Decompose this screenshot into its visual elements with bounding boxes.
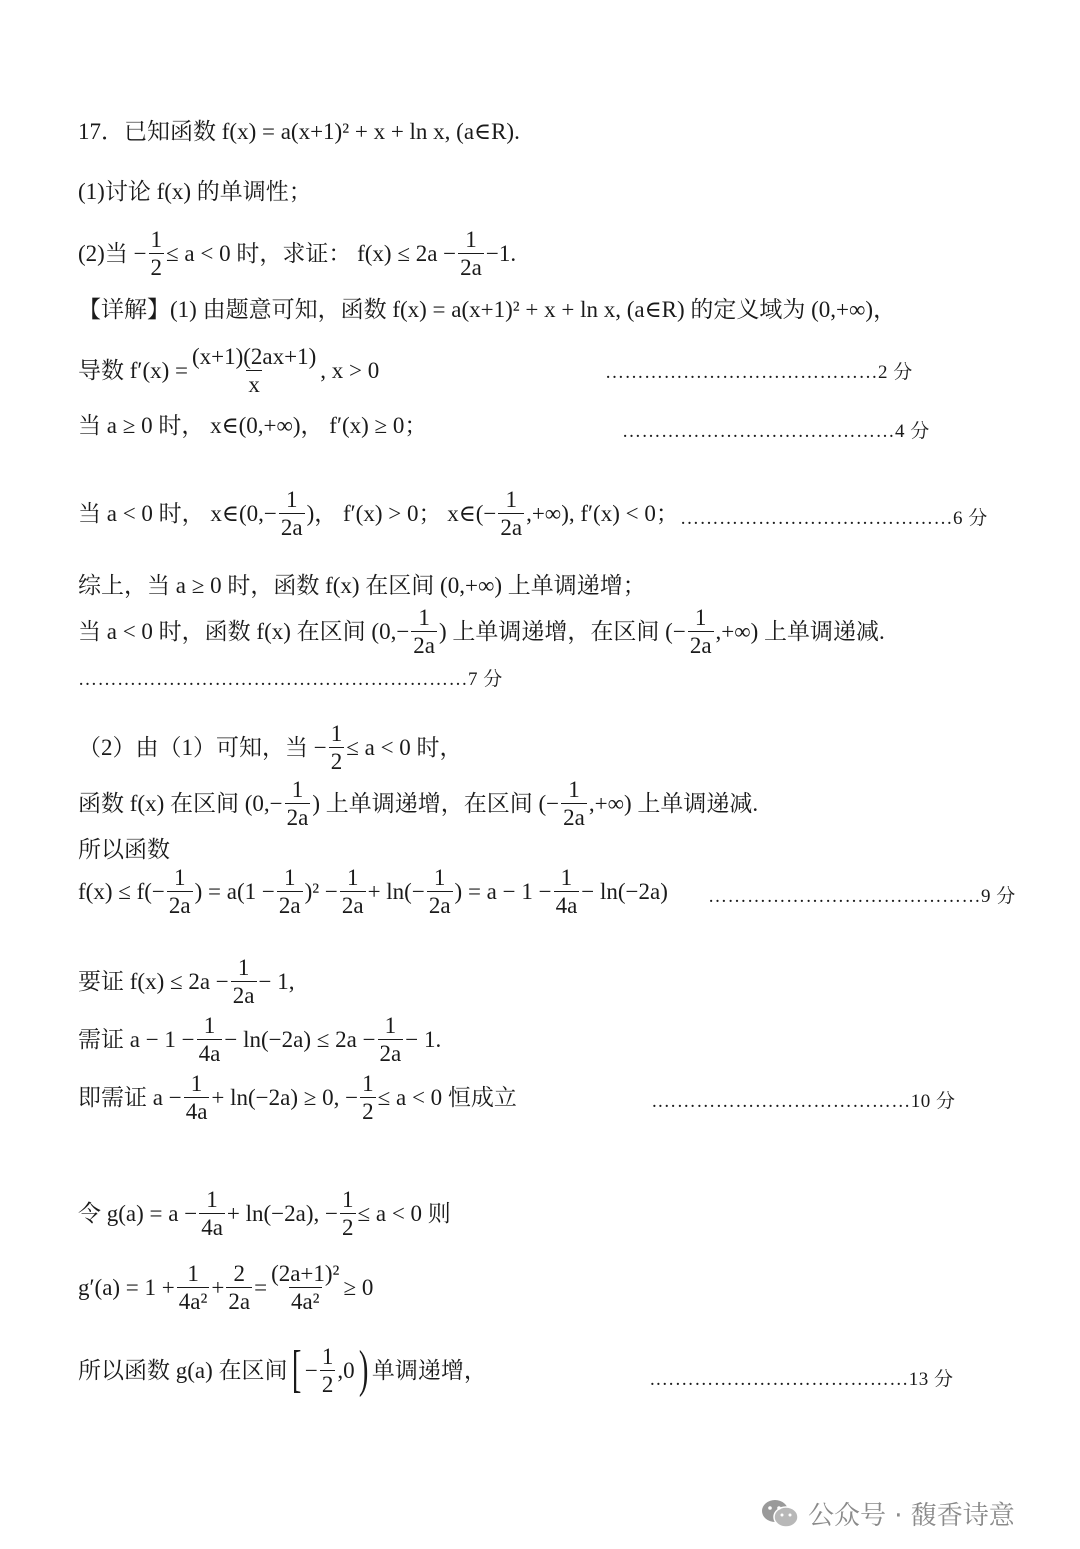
score-mark: ……………………………………4 分	[622, 421, 930, 442]
define-g: 令 g(a) = a − $\frac{1}{4a}$ + ln(−2a), − $\frac{1}{2}$ ≤ a < 0 则	[78, 1187, 451, 1240]
fraction: $\frac{1}{2}$	[362, 1071, 374, 1124]
solution-line-derivative: 导数 f′(x) = $\frac{(x+1)(2ax+1)}{x}$ , x > 0	[78, 344, 380, 397]
solution-summary-2: 当 a < 0 时，函数 f(x) 在区间 (0,− $\frac{1}{2a}$ ) 上单调递增，在区间 (− $\frac{1}{2a}$ ,+∞) 上单调递减.	[78, 605, 885, 658]
need-to-prove: 需证 a − 1 − $\frac{1}{4a}$ − ln(−2a) ≤ 2a − $\frac{1}{2a}$ − 1.	[78, 1013, 442, 1066]
right-paren: )	[358, 1341, 369, 1398]
question-part-2: (2)当 − $\frac{1}{2}$ ≤ a < 0 时，求证： f(x) ≤ 2a − $\frac{1}{2a}$ −1.	[78, 227, 517, 280]
part2-so-function: 所以函数	[78, 837, 170, 862]
fraction: $\frac{1}{2}$	[330, 721, 343, 774]
solution-summary-1: 综上，当 a ≥ 0 时，函数 f(x) 在区间 (0,+∞) 上单调递增；	[78, 573, 646, 598]
watermark-text: 公众号 · 馥香诗意	[808, 1501, 1015, 1531]
fraction: $\frac{1}{2a}$	[280, 487, 303, 540]
fraction: $\frac{1}{2a}$	[500, 487, 523, 540]
fraction: $\frac{1}{2a}$	[232, 955, 255, 1008]
wechat-icon	[760, 1497, 800, 1531]
score-mark: ……………………………………2 分	[605, 362, 913, 383]
score-mark: .…………………………………13 分	[650, 1369, 954, 1390]
solution-line-a-nonneg: 当 a ≥ 0 时， x∈(0,+∞)， f′(x) ≥ 0；	[78, 413, 428, 438]
fraction: $\frac{1}{2a}$	[341, 865, 364, 918]
solution-line-a-neg: 当 a < 0 时， x∈(0,− $\frac{1}{2a}$ )， f′(x) > 0； x∈(− $\frac{1}{2a}$ ,+∞), f′(x) < 0；	[78, 487, 679, 540]
fraction: $\frac{1}{2a}$	[168, 865, 191, 918]
score-mark: .…………………………………10 分	[652, 1091, 956, 1112]
fraction: $\frac{1}{2a}$	[286, 777, 309, 830]
fraction: $\frac{1}{4a}$	[185, 1071, 208, 1124]
problem-statement: 17．已知函数 f(x) = a(x+1)² + x + ln x, (a∈R).	[78, 119, 520, 144]
g-increasing: 所以函数 g(a) 在区间 [ − $\frac{1}{2}$ ,0 ) 单调递增，	[78, 1341, 487, 1398]
fraction: $\frac{1}{2a}$	[379, 1013, 402, 1066]
score-mark: ……………………………………………………7 分	[78, 669, 503, 690]
solution-line-domain: 【详解】(1) 由题意可知，函数 f(x) = a(x+1)² + x + ln x, (a∈R) 的定义域为 (0,+∞)，	[78, 297, 897, 322]
left-bracket: [	[291, 1341, 301, 1398]
g-derivative: g′(a) = 1 + $\frac{1}{\text{4a²}}$ + $\frac{2}{2a}$ = $\frac{\text{(2a+1)²}}{\text{4a²}}$ ≥ 0	[78, 1261, 374, 1314]
part2-intro: （2）由（1）可知，当 − $\frac{1}{2}$ ≤ a < 0 时，	[78, 721, 463, 774]
fraction: $\frac{1}{2}$	[150, 227, 163, 280]
equivalent-claim: 即需证 a − $\frac{1}{4a}$ + ln(−2a) ≥ 0, − $\frac{1}{2}$ ≤ a < 0 恒成立	[78, 1071, 517, 1124]
fraction: $\frac{1}{2}$	[342, 1187, 354, 1240]
question-part-1: (1)讨论 f(x) 的单调性；	[78, 179, 312, 204]
fraction: $\frac{1}{2}$	[321, 1343, 334, 1397]
fraction: $\frac{1}{2a}$	[689, 605, 712, 658]
part2-max-value: f(x) ≤ f(− $\frac{1}{2a}$ ) = a(1 − $\frac{1}{2a}$ )² − $\frac{1}{2a}$ + ln(− $\frac{1}{2a}$ ) = a − 1 − $\frac{1}{4a}$ − ln(−2a)	[78, 865, 668, 918]
fraction: $\frac{1}{2a}$	[460, 227, 482, 280]
score-mark: ……………………………………9 分	[708, 886, 1016, 907]
watermark	[760, 1495, 1015, 1532]
fraction: $\frac{1}{2a}$	[278, 865, 301, 918]
score-mark: ……………………………………6 分	[680, 508, 988, 529]
fraction: $\frac{1}{4a}$	[201, 1187, 223, 1240]
fraction: $\frac{1}{2a}$	[428, 865, 451, 918]
fraction: $\frac{1}{\text{4a²}}$	[178, 1261, 208, 1314]
part2-monotonic: 函数 f(x) 在区间 (0,− $\frac{1}{2a}$ ) 上单调递增，在区间 (− $\frac{1}{2a}$ ,+∞) 上单调递减.	[78, 777, 759, 830]
fraction: $\frac{1}{4a}$	[555, 865, 578, 918]
fraction: $\frac{1}{2a}$	[413, 605, 436, 658]
fraction: $\frac{2}{2a}$	[228, 1261, 251, 1314]
to-prove: 要证 f(x) ≤ 2a − $\frac{1}{2a}$ − 1,	[78, 955, 295, 1008]
fraction: $\frac{1}{4a}$	[198, 1013, 221, 1066]
fraction: $\frac{(x+1)(2ax+1)}{x}$	[191, 344, 317, 397]
fraction: $\frac{1}{2a}$	[563, 777, 585, 830]
fraction: $\frac{\text{(2a+1)²}}{\text{4a²}}$	[271, 1261, 340, 1314]
